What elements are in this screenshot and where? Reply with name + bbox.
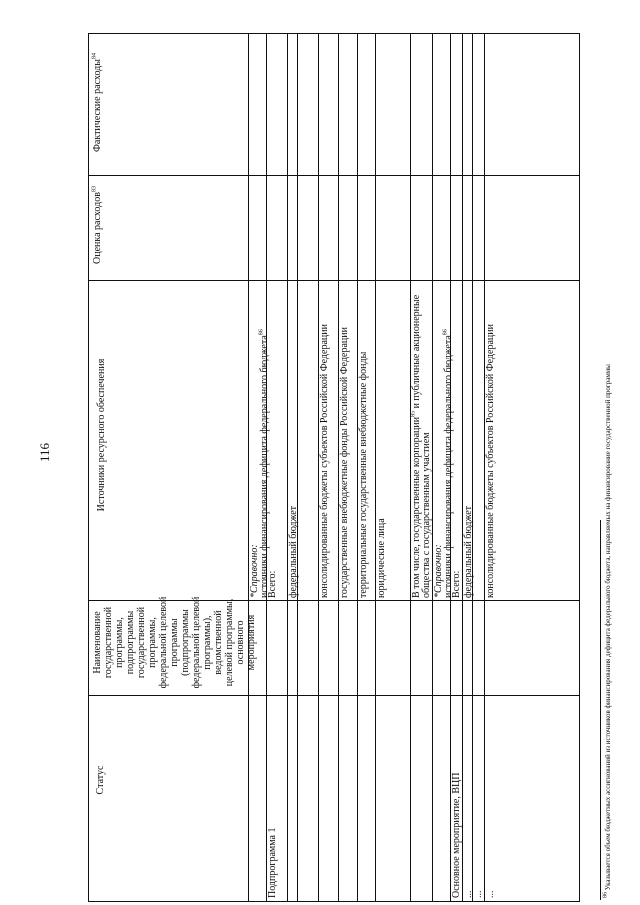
row-source-7: юридические лица <box>376 518 387 598</box>
footnote: $^{86}$ Указывается объем бюджетных ассигнований из источников финансирования дефицита федерального бюджета, направляемых на финансирование государственной программы <box>602 364 612 898</box>
h-rule <box>88 175 580 176</box>
row-source-4: консолидированные бюджеты субъектов Российской Федерации <box>319 324 330 598</box>
page-number: 116 <box>37 442 52 462</box>
header-actual: Фактические расходы$^{84}$ <box>91 53 103 152</box>
row-source-0: *Справочно: источники финансирования дефицита федерального бюджета$^{86}$ <box>249 329 270 598</box>
header-estimate: Оценка расходов$^{83}$ <box>91 186 103 264</box>
row-status-13: ... <box>485 890 496 898</box>
row-source-1: Всего: <box>267 570 278 598</box>
row-source-6: территориальные государственные внебюджетные фонды <box>358 351 369 598</box>
header-status: Статус <box>95 765 106 795</box>
resource-table <box>88 33 580 902</box>
row-source-10: Всего: <box>451 570 462 598</box>
row-source-11: федеральный бюджет <box>463 505 474 598</box>
v-rule <box>600 520 601 900</box>
row-status-12: ... <box>473 890 484 898</box>
row-status-1: Подпрограмма 1 <box>267 827 278 898</box>
row-source-5: государственные внебюджетные фонды Российской Федерации <box>339 327 350 598</box>
h-rule <box>88 695 580 696</box>
v-rule <box>287 33 288 902</box>
row-status-10: Основное мероприятие, ВЦП <box>451 772 462 898</box>
row-source-9: *Справочно: источники финансирования дефицита федерального бюджета$^{86}$ <box>433 329 454 598</box>
v-rule <box>248 33 249 902</box>
header-name: Наименование государственной программы, подпрограммы государственной программы, федеральной целевой программы (подпрограммы федеральной целевой программы), ведомственной целевой программы, основного мероприятия <box>92 596 257 689</box>
row-source-13: консолидированные бюджеты субъектов Российской Федерации <box>485 324 496 598</box>
row-source-8: В том числе, государственные корпорации$^{85}$ и публичные акционерные общества с государственным участием <box>410 294 432 598</box>
v-rule <box>375 33 376 902</box>
v-rule <box>462 33 463 902</box>
h-rule <box>88 280 580 281</box>
v-rule <box>432 33 433 902</box>
row-status-11: ... <box>463 890 474 898</box>
row-source-2: федеральный бюджет <box>288 505 299 598</box>
header-sources: Источники ресурсного обеспечения <box>96 358 107 512</box>
